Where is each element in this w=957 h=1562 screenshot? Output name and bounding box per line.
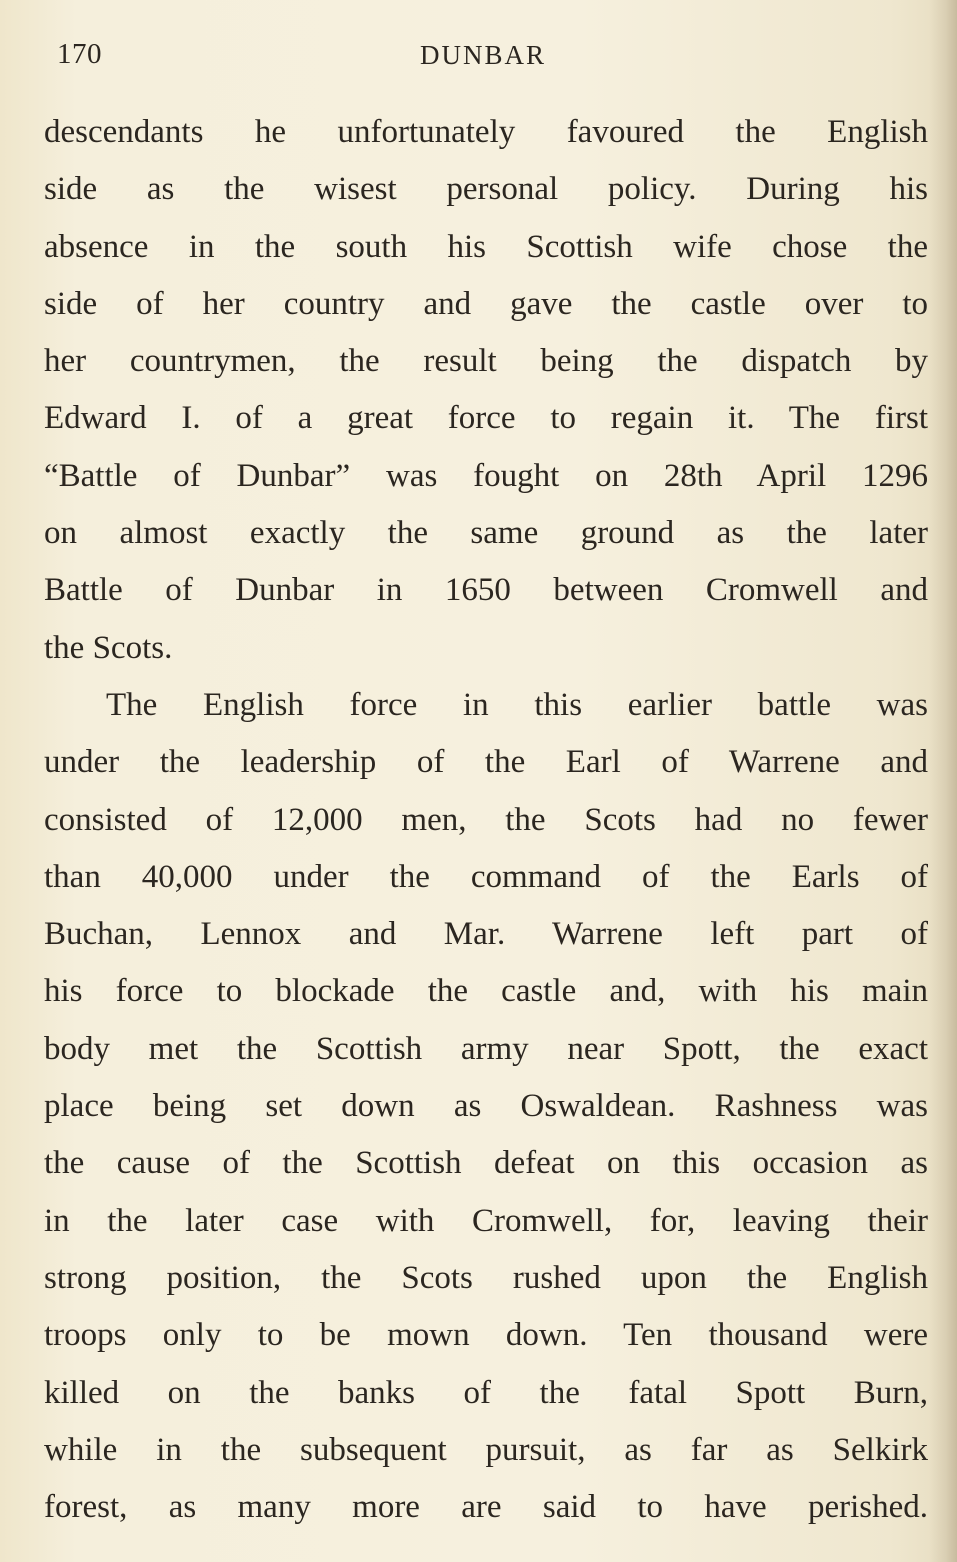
running-head: DUNBAR: [420, 40, 547, 70]
text-line: body met the Scottish army near Spott, the exact: [44, 1030, 928, 1067]
text-line: under the leadership of the Earl of Warrene and: [44, 744, 928, 781]
text-line: the cause of the Scottish defeat on this occasion as: [44, 1145, 928, 1182]
text-line: her countrymen, the result being the dispatch by: [44, 343, 928, 380]
text-line: place being set down as Oswaldean. Rashness was: [44, 1088, 928, 1125]
text-line: Buchan, Lennox and Mar. Warrene left part of: [44, 916, 928, 953]
text-line: forest, as many more are said to have perished.: [44, 1489, 928, 1526]
text-line: than 40,000 under the command of the Earls of: [44, 858, 928, 895]
text-line-paragraph-start: The English force in this earlier battle was: [106, 686, 928, 723]
text-line: side of her country and gave the castle over to: [44, 285, 928, 322]
text-line-paragraph-end: the Scots.: [44, 629, 173, 666]
text-line: side as the wisest personal policy. During his: [44, 171, 928, 208]
text-line: descendants he unfortunately favoured the English: [44, 114, 928, 150]
text-line: while in the subsequent pursuit, as far as Selkirk: [44, 1431, 928, 1468]
body-text: [44, 104, 928, 1536]
text-line: Battle of Dunbar in 1650 between Cromwell and: [44, 572, 928, 609]
text-line: troops only to be mown down. Ten thousand were: [44, 1317, 928, 1354]
text-line: killed on the banks of the fatal Spott Burn,: [44, 1374, 928, 1411]
page-number: 170: [57, 38, 102, 70]
text-line: in the later case with Cromwell, for, leaving their: [44, 1202, 928, 1239]
text-line: absence in the south his Scottish wife chose the: [44, 228, 928, 265]
text-line: “Battle of Dunbar” was fought on 28th April 1296: [44, 457, 928, 494]
page-edge-shadow: [929, 0, 957, 1562]
text-line: his force to blockade the castle and, with his main: [44, 973, 928, 1010]
text-line: on almost exactly the same ground as the later: [44, 515, 928, 552]
page-header: [0, 38, 957, 82]
text-line: strong position, the Scots rushed upon the English: [44, 1259, 928, 1296]
text-line: Edward I. of a great force to regain it. The first: [44, 400, 928, 437]
text-line: consisted of 12,000 men, the Scots had no fewer: [44, 801, 928, 838]
